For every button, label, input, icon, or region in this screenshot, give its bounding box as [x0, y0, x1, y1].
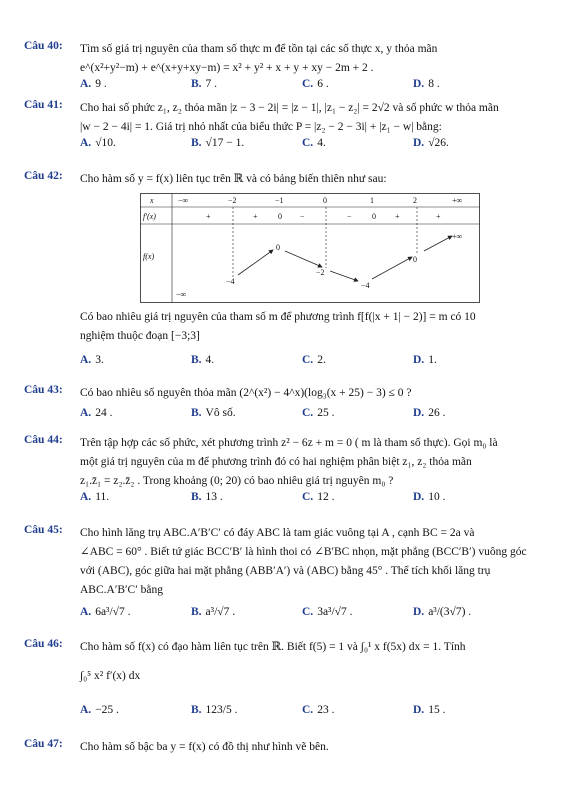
question-text: Có bao nhiêu số nguyên thỏa mãn (2^(x²) − 4^x)(log₃(x + 25) − 3) ≤ 0 ? [80, 387, 412, 399]
x-value: −1 [275, 196, 284, 205]
option-c[interactable]: C. 25 . [302, 407, 335, 419]
question-43 [24, 384, 544, 426]
option-a[interactable]: A. −25 . [80, 704, 119, 716]
option-c[interactable]: C. 2. [302, 354, 326, 366]
f-value: 0 [413, 255, 417, 264]
sign: − [300, 212, 305, 221]
option-b[interactable]: B. 7 . [191, 78, 218, 90]
question-text: e^(x²+y²−m) + e^(x+y+xy−m) = x² + y² + x + y + xy − 2m + 2 . [80, 62, 374, 74]
option-d[interactable]: D. 1. [413, 354, 437, 366]
answer-options [80, 78, 544, 97]
option-c[interactable]: C. 6 . [302, 78, 329, 90]
option-d[interactable]: D. 15 . [413, 704, 446, 716]
option-a[interactable]: A. 9 . [80, 78, 107, 90]
question-46 [24, 638, 544, 723]
question-40 [24, 40, 544, 97]
sign: − [347, 212, 352, 221]
f-label: f(x) [143, 252, 155, 261]
question-text: z₁.z̄₁ = z₂.z̄₂ . Trong khoảng (0; 20) có bao nhiêu giá trị nguyên m₀ ? [80, 475, 394, 487]
question-text: ABC.A′B′C′ bằng [80, 584, 163, 596]
option-b[interactable]: B. √17 − 1. [191, 137, 245, 149]
option-a[interactable]: A. 6a³/√7 . [80, 606, 131, 618]
question-45 [24, 524, 544, 625]
question-text: một giá trị nguyên của m để phương trình đó có hai nghiệm phân biệt z₁, z₂ thỏa mãn [80, 456, 472, 468]
sign: + [206, 212, 211, 221]
question-44 [24, 434, 544, 510]
question-text: Cho hàm số f(x) có đạo hàm liên tục trên ℝ. Biết f(5) = 1 và ∫₀¹ x f(5x) dx = 1. Tính [80, 641, 466, 653]
question-text: Có bao nhiêu giá trị nguyên của tham số m để phương trình f[f(|x + 1| − 2)] = m có 10 [80, 311, 476, 323]
question-text: Trên tập hợp các số phức, xét phương trình z² − 6z + m = 0 ( m là tham số thực). Gọi m₀ là [80, 437, 498, 449]
f-value: −4 [361, 281, 370, 290]
x-label: x [150, 196, 154, 205]
question-number: Câu 41: [24, 99, 63, 111]
sign: 0 [372, 212, 376, 221]
x-value: 2 [413, 196, 417, 205]
option-c[interactable]: C. 23 . [302, 704, 335, 716]
option-c[interactable]: C. 4. [302, 137, 326, 149]
sign: 0 [278, 212, 282, 221]
question-number: Câu 45: [24, 524, 63, 536]
fprime-label: f′(x) [143, 212, 156, 221]
question-number: Câu 43: [24, 384, 63, 396]
sign: + [253, 212, 258, 221]
f-value: −∞ [176, 290, 187, 299]
option-b[interactable]: B. 4. [191, 354, 215, 366]
answer-options [80, 354, 544, 373]
x-value: +∞ [452, 196, 463, 205]
question-42 [24, 170, 544, 189]
question-text: Cho hình lăng trụ ABC.A′B′C′ có đáy ABC là tam giác vuông tại A , cạnh BC = 2a và [80, 527, 475, 539]
f-value: +∞ [452, 232, 463, 241]
question-text: |w − 2 − 4i| = 1. Giá trị nhỏ nhất của biểu thức P = |z₂ − 2 − 3i| + |z₁ − w| bằng: [80, 121, 442, 133]
question-number: Câu 47: [24, 738, 63, 750]
option-c[interactable]: C. 3a³/√7 . [302, 606, 353, 618]
f-value: 0 [276, 243, 280, 252]
question-47 [24, 738, 544, 757]
answer-options [80, 606, 544, 625]
option-d[interactable]: D. √26. [413, 137, 449, 149]
question-text: với (ABC), góc giữa hai mặt phẳng (ABB′A′) và (ABC) bằng 45° . Thể tích khối lăng trụ [80, 565, 491, 577]
option-d[interactable]: D. 10 . [413, 491, 446, 503]
question-number: Câu 42: [24, 170, 63, 182]
question-text: Tìm số giá trị nguyên của tham số thực m để tồn tại các số thực x, y thỏa mãn [80, 43, 438, 55]
x-value: −∞ [178, 196, 189, 205]
option-d[interactable]: D. 8 . [413, 78, 440, 90]
option-b[interactable]: B. a³/√7 . [191, 606, 236, 618]
option-c[interactable]: C. 12 . [302, 491, 335, 503]
question-text: Cho hàm số bậc ba y = f(x) có đồ thị như hình vẽ bên. [80, 741, 329, 753]
answer-options [80, 407, 544, 426]
question-41 [24, 99, 544, 156]
option-a[interactable]: A. √10. [80, 137, 116, 149]
variation-table [140, 193, 480, 303]
x-value: 0 [323, 196, 327, 205]
sign: + [436, 212, 441, 221]
question-text: Cho hai số phức z₁, z₂ thỏa mãn |z − 3 − 2i| = |z − 1|, |z₁ − z₂| = 2√2 và số phức w thỏa mãn [80, 102, 499, 114]
option-d[interactable]: D. a³/(3√7) . [413, 606, 472, 618]
x-value: 1 [370, 196, 374, 205]
option-a[interactable]: A. 11. [80, 491, 110, 503]
answer-options [80, 491, 544, 510]
question-number: Câu 46: [24, 638, 63, 650]
option-b[interactable]: B. Vô số. [191, 407, 236, 419]
option-a[interactable]: A. 24 . [80, 407, 113, 419]
f-value: −4 [226, 277, 235, 286]
question-text: ∫₀⁵ x² f′(x) dx [80, 670, 141, 682]
answer-options [80, 137, 544, 156]
option-b[interactable]: B. 13 . [191, 491, 223, 503]
question-number: Câu 40: [24, 40, 63, 52]
option-d[interactable]: D. 26 . [413, 407, 446, 419]
question-number: Câu 44: [24, 434, 63, 446]
option-b[interactable]: B. 123/5 . [191, 704, 238, 716]
question-text: nghiệm thuộc đoạn [−3;3] [80, 330, 200, 342]
sign: + [395, 212, 400, 221]
x-value: −2 [228, 196, 237, 205]
f-value: −2 [316, 268, 325, 277]
question-42-continued [24, 308, 544, 373]
answer-options [80, 704, 544, 723]
question-text: Cho hàm số y = f(x) liên tục trên ℝ và có bảng biến thiên như sau: [80, 173, 387, 185]
question-text: ∠ABC = 60° . Biết tứ giác BCC′B′ là hình thoi có ∠B′BC nhọn, mặt phẳng (BCC′B′) vuông góc [80, 546, 527, 558]
option-a[interactable]: A. 3. [80, 354, 104, 366]
